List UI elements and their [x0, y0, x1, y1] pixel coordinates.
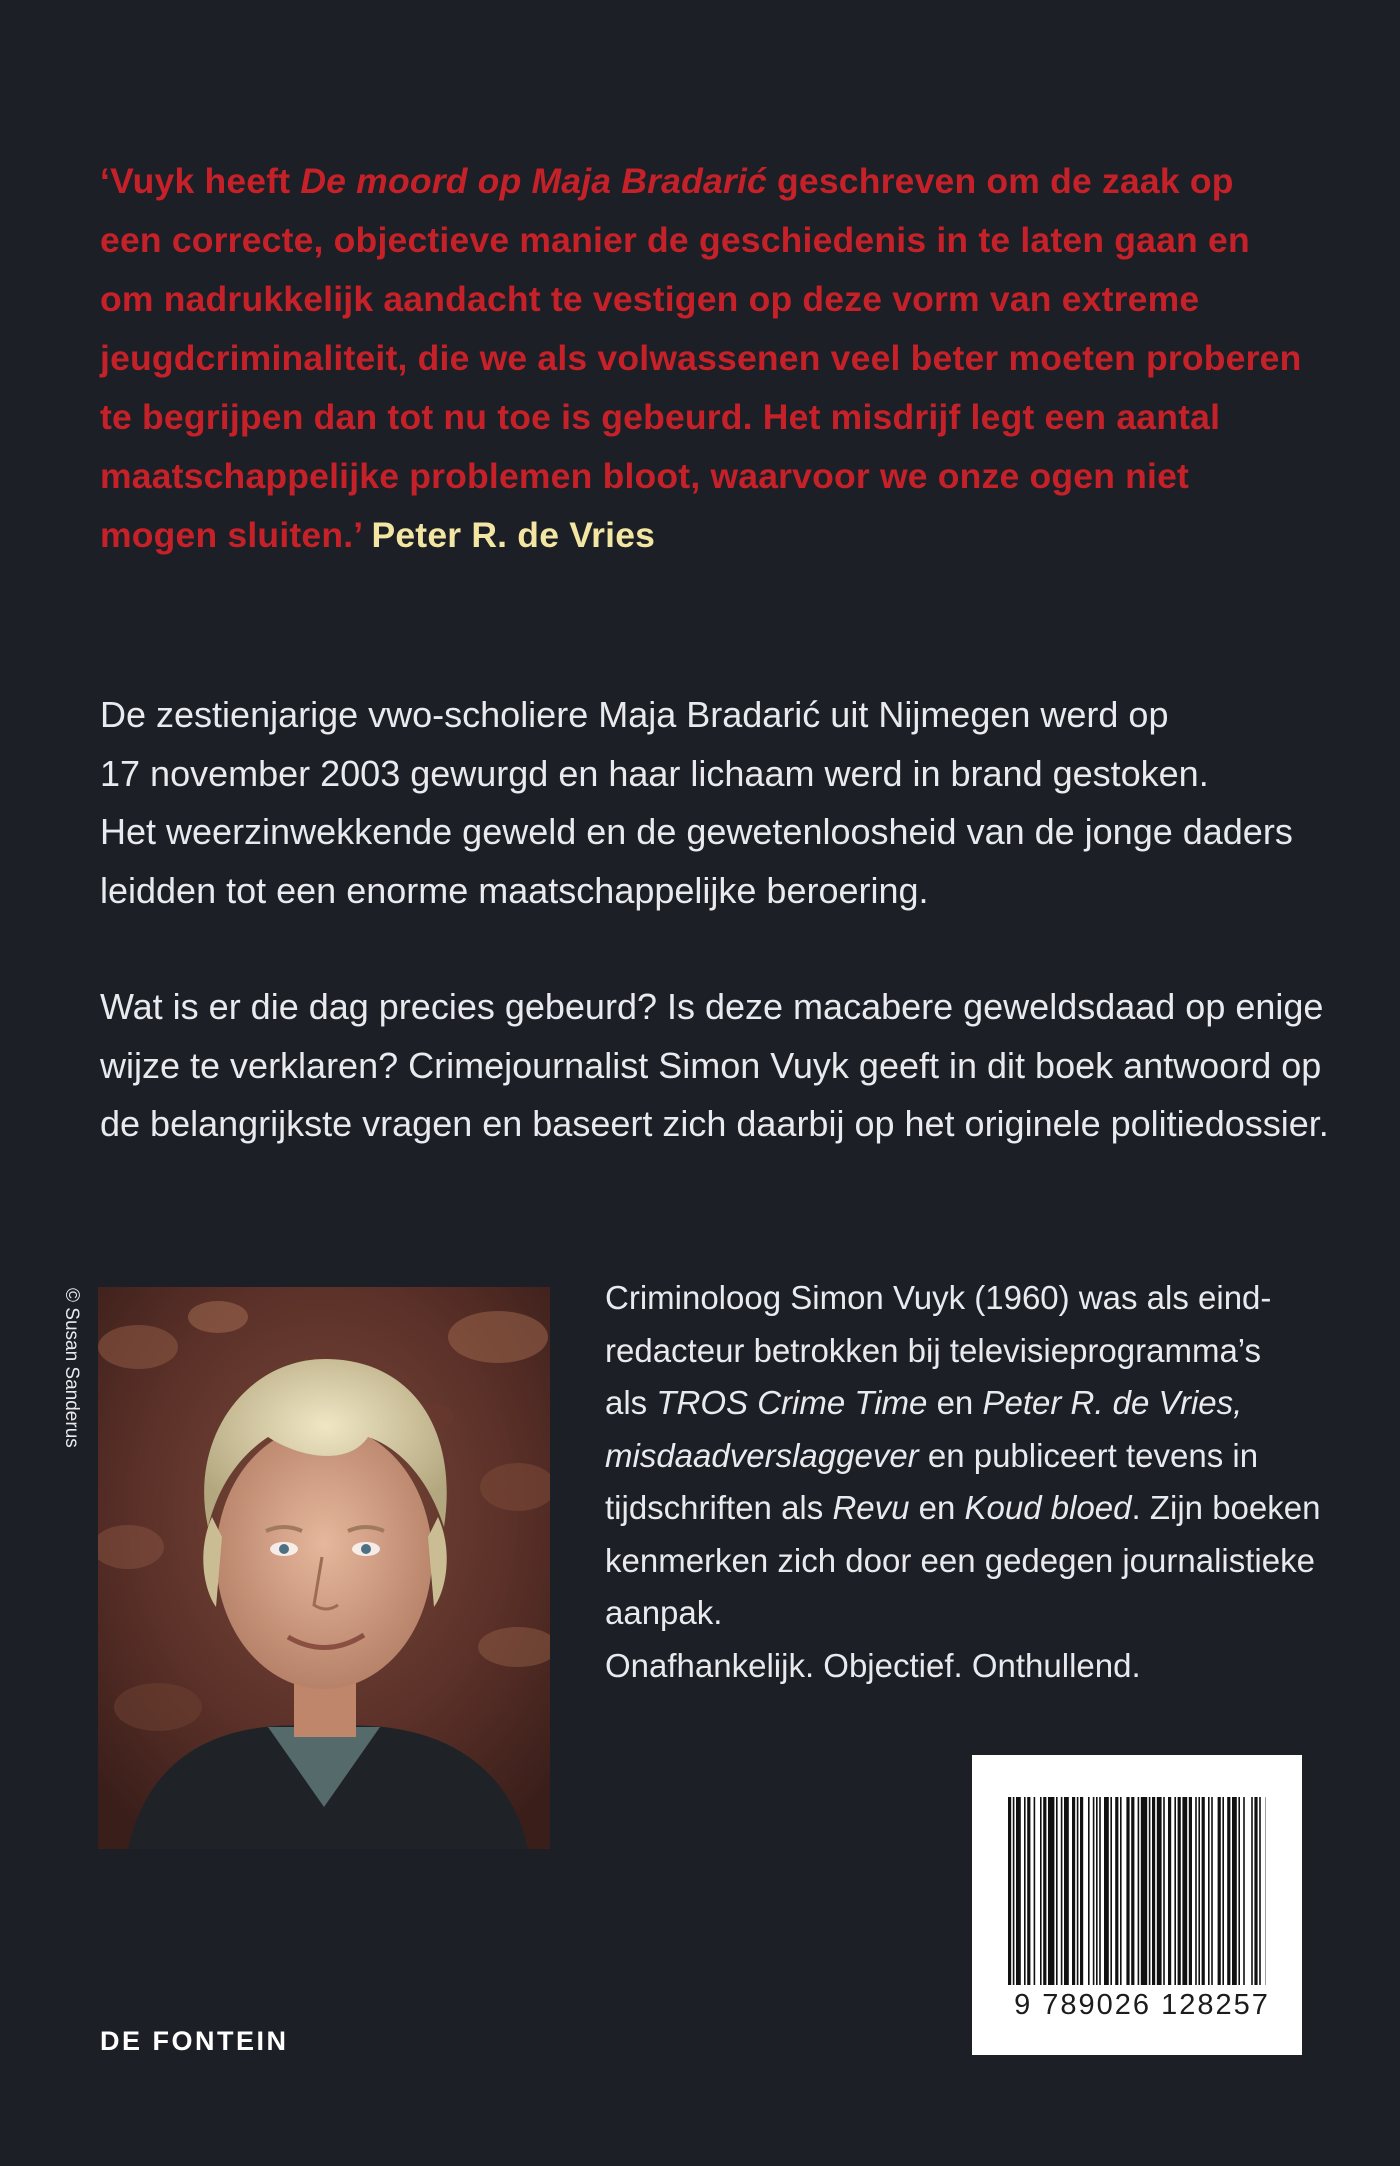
barcode-bar: [1120, 1797, 1122, 1985]
barcode-bar: [1093, 1797, 1095, 1985]
bio-text: als: [605, 1384, 657, 1421]
bio-line: redacteur betrokken bij televisieprogramma’s: [605, 1331, 1262, 1369]
barcode-bar: [1222, 1797, 1224, 1985]
barcode-bar: [1088, 1797, 1090, 1985]
quote-line-3: om nadrukkelijk aandacht te vestigen op deze vorm van extreme: [100, 279, 1200, 319]
program-title: Peter R. de Vries,: [982, 1384, 1243, 1421]
barcode: [972, 1755, 1302, 2055]
quote-author: Peter R. de Vries: [371, 515, 656, 555]
barcode-bar: [1034, 1797, 1036, 1985]
text-line: De zestienjarige vwo-scholiere Maja Bradarić uit Nijmegen werd op: [100, 694, 1169, 735]
barcode-bar: [1061, 1797, 1063, 1985]
bio-text: en: [927, 1384, 983, 1421]
barcode-bar: [1104, 1797, 1109, 1985]
barcode-bar: [1189, 1797, 1192, 1985]
photo-credit-text: © Susan Sanderus: [61, 1288, 82, 1448]
barcode-bars: [1008, 1797, 1266, 1985]
barcode-bar: [1024, 1797, 1026, 1985]
barcode-bar: [1168, 1797, 1171, 1985]
text-line: Het weerzinwekkende geweld en de gewetenloosheid van de jonge daders: [100, 811, 1293, 852]
barcode-bar: [1008, 1797, 1011, 1985]
barcode-bar: [1138, 1797, 1140, 1985]
quote-line-7: [100, 506, 1330, 565]
program-title: misdaadverslaggever: [605, 1436, 919, 1474]
quote-line-4: jeugdcriminaliteit, die we als volwassenen veel beter moeten proberen: [100, 338, 1302, 378]
isbn-number: 9 789026 128257: [1014, 1989, 1270, 2021]
barcode-bar: [1232, 1797, 1237, 1985]
photo-credit: [58, 1288, 86, 1478]
barcode-bar: [1178, 1797, 1181, 1985]
barcode-bar: [1013, 1797, 1015, 1985]
quote-line-1: [100, 152, 1330, 211]
quote-line-2: een correcte, objectieve manier de geschiedenis in te laten gaan en: [100, 220, 1250, 260]
text-line: 17 november 2003 gewurgd en haar lichaam werd in brand gestoken.: [100, 752, 1209, 794]
barcode-bar: [1048, 1797, 1054, 1985]
magazine-title: Koud bloed: [964, 1489, 1132, 1526]
barcode-bar: [1182, 1797, 1187, 1985]
barcode-bar: [1016, 1797, 1021, 1985]
text-line: Wat is er die dag precies gebeurd? Is deze macabere geweldsdaad op enige: [100, 986, 1324, 1027]
magazine-title: Revu: [832, 1489, 910, 1526]
quote-line-6: maatschappelijke problemen bloot, waarvoor we onze ogen niet: [100, 456, 1190, 496]
quote-text: mogen sluiten.’: [100, 515, 362, 555]
barcode-bar: [1259, 1797, 1261, 1985]
quote-text: geschreven om de zaak op: [766, 161, 1234, 201]
review-quote: [100, 152, 1330, 565]
barcode-bar: [1227, 1797, 1230, 1985]
barcode-bar: [1174, 1797, 1176, 1985]
barcode-bar: [1157, 1797, 1162, 1985]
bio-line: [605, 1482, 1325, 1535]
description-paragraph-2: [100, 978, 1330, 1154]
bio-text: en publiceert tevens in: [918, 1436, 1259, 1474]
barcode-bar: [1251, 1797, 1253, 1985]
bio-line: [605, 1430, 1325, 1483]
barcode-bar: [1202, 1797, 1205, 1985]
barcode-bar: [1198, 1797, 1200, 1985]
bio-text: . Zijn boeken: [1131, 1489, 1321, 1526]
bio-tagline: Onafhankelijk. Objectief. Onthullend.: [605, 1646, 1141, 1684]
barcode-bar: [1110, 1797, 1112, 1985]
barcode-bar: [1072, 1797, 1075, 1985]
barcode-bar: [1149, 1797, 1151, 1985]
barcode-bar: [1064, 1797, 1069, 1985]
description-paragraph-1: [100, 686, 1330, 920]
barcode-bar: [1126, 1797, 1129, 1985]
program-title: TROS Crime Time: [656, 1384, 928, 1421]
barcode-bar: [1254, 1797, 1257, 1985]
barcode-bar: [1040, 1797, 1042, 1985]
quote-text: ‘Vuyk heeft: [100, 161, 301, 201]
bio-line: [605, 1377, 1325, 1430]
barcode-bar: [1099, 1797, 1101, 1985]
barcode-bar: [1152, 1797, 1155, 1985]
barcode-bar: [1243, 1797, 1245, 1985]
barcode-bar: [1115, 1797, 1118, 1985]
barcode-bar: [1027, 1797, 1030, 1985]
barcode-bar: [1195, 1797, 1197, 1985]
publisher-name: DE FONTEIN: [100, 2026, 289, 2056]
barcode-bar: [1238, 1797, 1240, 1985]
bio-text: tijdschriften als: [605, 1489, 833, 1526]
text-line: leidden tot een enorme maatschappelijke beroering.: [100, 869, 929, 911]
barcode-bar: [1141, 1797, 1147, 1985]
barcode-bar: [1096, 1797, 1098, 1985]
author-photo: [98, 1287, 550, 1849]
barcode-bar: [1218, 1797, 1221, 1985]
barcode-bar: [1056, 1797, 1058, 1985]
bio-text: en: [909, 1489, 965, 1526]
bio-line: aanpak.: [605, 1594, 723, 1631]
barcode-bar: [1208, 1797, 1210, 1985]
quote-line-5: te begrijpen dan tot nu toe is gebeurd. Het misdrijf legt een aantal: [100, 397, 1221, 437]
barcode-bar: [1211, 1797, 1213, 1985]
barcode-bar: [1077, 1797, 1079, 1985]
book-title: De moord op Maja Bradarić: [300, 161, 767, 201]
bio-line: kenmerken zich door een gedegen journalistieke: [605, 1541, 1315, 1579]
barcode-bar: [1043, 1797, 1046, 1985]
text-line: de belangrijkste vragen en baseert zich daarbij op het originele politiedossier.: [100, 1103, 1329, 1144]
text-line: wijze te verklaren? Crimejournalist Simon Vuyk geeft in dit boek antwoord op: [100, 1044, 1322, 1086]
author-bio: [605, 1272, 1325, 1692]
bio-line: Criminoloog Simon Vuyk (1960) was als eind-: [605, 1279, 1272, 1316]
barcode-bar: [1163, 1797, 1165, 1985]
barcode-bar: [1131, 1797, 1134, 1985]
barcode-bar: [1080, 1797, 1083, 1985]
